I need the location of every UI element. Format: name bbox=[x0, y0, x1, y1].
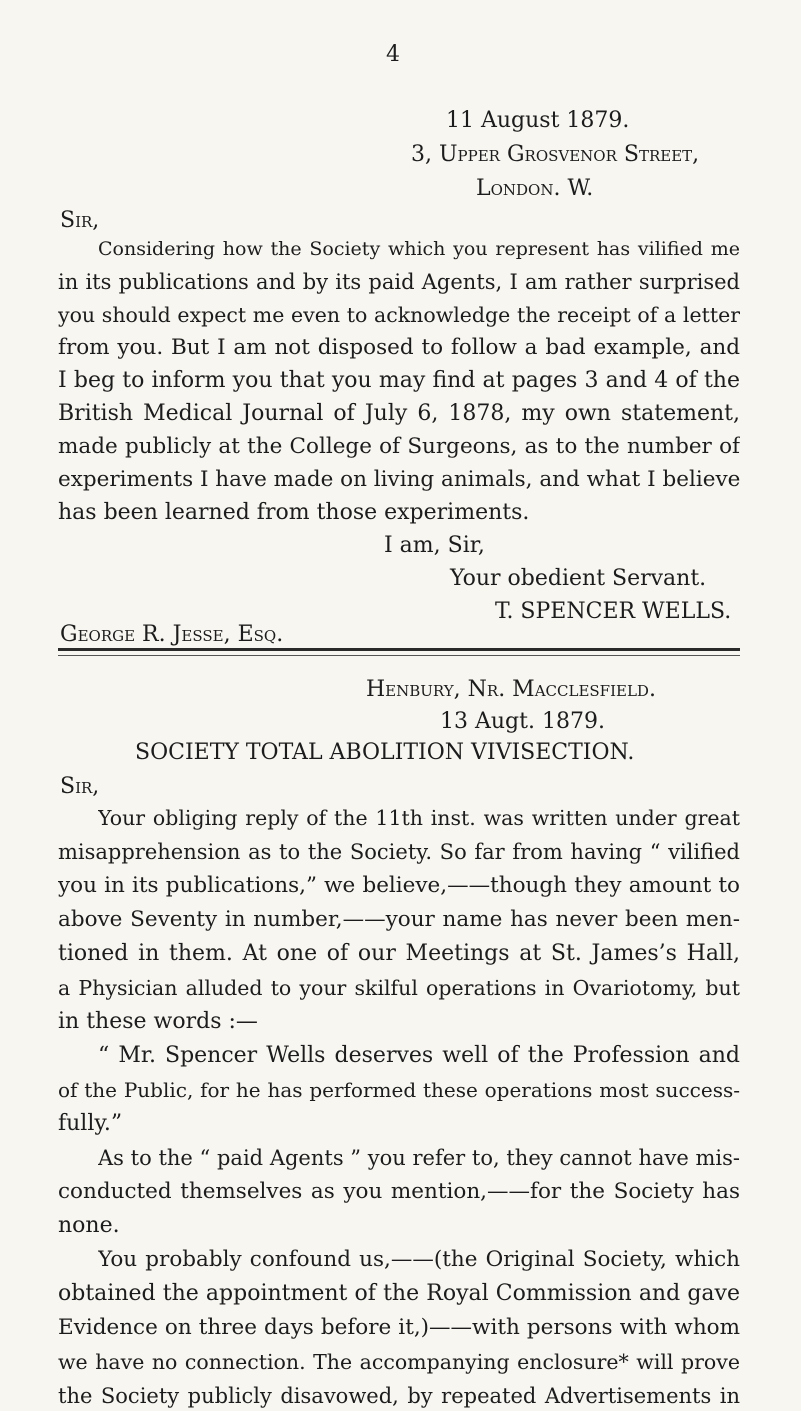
letter2-body-line: none. bbox=[58, 1213, 120, 1238]
page-number: 4 bbox=[386, 42, 400, 67]
letter1-body-line: I beg to inform you that you may find at pages 3 and 4 of the bbox=[58, 368, 740, 393]
letter2-body-line: above Seventy in number,——your name has never been men- bbox=[58, 907, 740, 932]
letter1-closing-1: I am, Sir, bbox=[384, 533, 485, 558]
letter2-body-line: As to the “ paid Agents ” you refer to, they cannot have mis- bbox=[98, 1146, 740, 1170]
letter1-body-line: has been learned from those experiments. bbox=[58, 500, 530, 525]
letter1-body-line: made publicly at the College of Surgeons, as to the number of bbox=[58, 434, 740, 459]
letter2-body-line: the Society publicly disavowed, by repeated Advertisements in bbox=[58, 1384, 740, 1408]
letter2-body-line: misapprehension as to the Society. So far from having “ vilified bbox=[58, 840, 740, 864]
letter1-body-line: British Medical Journal of July 6, 1878, my own statement, bbox=[58, 401, 740, 426]
letter1-body-line: Considering how the Society which you represent has vilified me bbox=[98, 238, 740, 260]
letter2-body-line: a Physician alluded to your skilful operations in Ovariotomy, but bbox=[58, 976, 740, 1000]
letter2-body-line: tioned in them. At one of our Meetings at St. James’s Hall, bbox=[58, 941, 740, 966]
letter1-closing-2: Your obedient Servant. bbox=[450, 566, 707, 591]
letter2-body-line: fully.” bbox=[58, 1111, 123, 1136]
letter1-salutation: Sir, bbox=[60, 208, 100, 233]
letter1-signature: T. SPENCER WELLS. bbox=[495, 599, 732, 624]
section-divider-thin bbox=[58, 655, 740, 656]
letter1-address-line-1: 3, Upper Grosvenor Street, bbox=[411, 142, 700, 167]
letter2-address: Henbury, Nr. Macclesfield. bbox=[366, 677, 656, 702]
letter2-body-line: Your obliging reply of the 11th inst. was written under great bbox=[98, 806, 740, 830]
section-divider-thick bbox=[58, 648, 740, 651]
letter2-body-line: you in its publications,” we believe,——though they amount to bbox=[58, 873, 740, 898]
letter2-date: 13 Augt. 1879. bbox=[440, 709, 605, 734]
letter2-body-line: in these words :— bbox=[58, 1009, 258, 1034]
letter2-body-line: conducted themselves as you mention,——for the Society has bbox=[58, 1179, 740, 1204]
letter2-body-line: You probably confound us,——(the Original Society, which bbox=[98, 1247, 740, 1272]
letter2-body-line: “ Mr. Spencer Wells deserves well of the Profession and bbox=[98, 1043, 740, 1068]
letter2-body-line: we have no connection. The accompanying enclosure* will prove bbox=[58, 1350, 740, 1374]
letter2-heading: SOCIETY TOTAL ABOLITION VIVISECTION. bbox=[135, 740, 635, 765]
letter1-body-line: from you. But I am not disposed to follow a bad example, and bbox=[58, 335, 740, 360]
letter1-body-line: in its publications and by its paid Agents, I am rather surprised bbox=[58, 270, 740, 294]
letter1-body-line: you should expect me even to acknowledge the receipt of a letter bbox=[58, 303, 740, 327]
letter2-body-line: of the Public, for he has performed these operations most success- bbox=[58, 1078, 740, 1102]
letter2-salutation: Sir, bbox=[60, 774, 100, 799]
letter1-addressee: George R. Jesse, Esq. bbox=[60, 622, 284, 647]
letter1-date: 11 August 1879. bbox=[446, 108, 630, 133]
letter1-address-line-2: London. W. bbox=[476, 176, 594, 201]
letter2-body-line: obtained the appointment of the Royal Commission and gave bbox=[58, 1281, 740, 1306]
letter2-body-line: Evidence on three days before it,)——with persons with whom bbox=[58, 1315, 740, 1340]
letter1-body-line: experiments I have made on living animals, and what I believe bbox=[58, 467, 740, 492]
